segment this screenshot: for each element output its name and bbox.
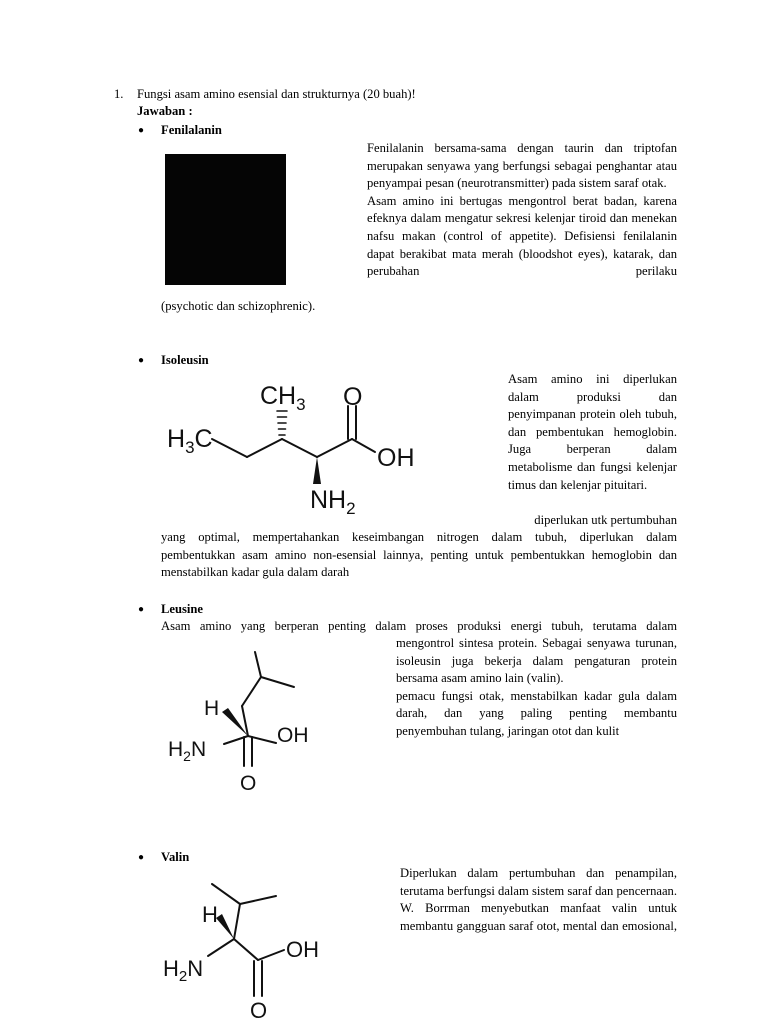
hydroxyl-label: OH: [286, 937, 319, 962]
fenilalanin-para-1: Fenilalanin bersama-sama dengan taurin dan triptofan merupakan senyawa yang berfungsi sebagai penghantar atau penyampai pesan (neurotransmitter) pada sistem saraf otak.: [367, 141, 677, 191]
hydroxyl-label: OH: [277, 724, 309, 747]
valin-para-1: Diperlukan dalam pertumbuhan dan penampilan, terutama berfungsi dalam sistem saraf dan pencernaan. W. Borrman menyebutkan manfaat valin untuk membantu gangguan saraf otot, mental dan emosional,: [400, 866, 677, 933]
h2n-label: $H_2N$: [168, 738, 207, 764]
carbonyl-o-label: O: [240, 772, 257, 795]
isoleusin-para-1: Asam amino ini diperlukan dalam produksi dan penyimpanan protein oleh tubuh, dan pembentukan hemoglobin. Juga berperan dalam metabolisme dan fungsi kelenjar timus dan kelenjar pituitari.: [508, 372, 677, 492]
h3c-label: $H_3C$: [167, 425, 213, 457]
section-title-fenilalanin: Fenilalanin: [161, 123, 222, 137]
fenilalanin-para-2: Asam amino ini bertugas mengontrol berat badan, karena efeknya dalam mengatur sekresi kelenjar tiroid dan menekan nafsu makan (control of appetite). Defisiensi fenilalanin dapat berakibat mata merah (bloodshot eyes), katarak, dan perubahan perilaku: [367, 193, 677, 279]
section-title-valin: Valin: [161, 850, 190, 864]
ch3-label: $CH_3$: [260, 382, 306, 414]
hydroxyl-label: OH: [377, 444, 415, 472]
isoleusin-para-2-head: diperlukan utk pertumbuhan: [534, 513, 677, 527]
amine-label: $NH_2$: [310, 486, 356, 516]
bullet-icon: ●: [138, 125, 145, 136]
leusine-para-1-head: Asam amino yang berperan penting dalam proses produksi energi tubuh, terutama dalam: [161, 619, 677, 633]
section-title-isoleusin: Isoleusin: [161, 353, 209, 367]
fenilalanin-image: [165, 154, 286, 285]
carbonyl-o-label: O: [250, 998, 268, 1023]
valin-structure: [160, 868, 330, 1024]
h2n-label: $H_2N$: [163, 956, 204, 985]
answer-label: Jawaban :: [137, 104, 193, 118]
fenilalanin-para-2-tail: (psychotic dan schizophrenic).: [161, 299, 316, 313]
isoleusin-para-2-body: yang optimal, mempertahankan keseimbangan nitrogen dalam tubuh, diperlukan dalam pembentukkan asam amino non-esensial lainnya, penting untuk pembentukkan hemoglobin dan menstabilkan kadar gula dalam darah: [161, 530, 677, 580]
bullet-icon: ●: [138, 852, 145, 863]
leusine-para-1-body: mengontrol sintesa protein. Sebagai senyawa turunan, isoleusin juga bekerja dalam pengaturan protein bersama asam amino lain (valin).: [396, 636, 677, 686]
fenilalanin-text: [367, 140, 677, 281]
bullet-icon: ●: [138, 355, 145, 366]
leusine-text: [396, 635, 677, 741]
leusine-structure: [160, 640, 320, 800]
h-label: H: [202, 902, 218, 927]
question-text: Fungsi asam amino esensial dan strukturnya (20 buah)!: [137, 87, 416, 101]
carbonyl-o-label: O: [343, 383, 363, 411]
h-label: H: [204, 697, 220, 720]
question-number: 1.: [114, 87, 124, 101]
leusine-para-2: pemacu fungsi otak, menstabilkan kadar gula dalam darah, dan yang paling penting membantu penyembuhan tulang, jaringan otot dan kulit: [396, 688, 677, 738]
isoleusin-structure: [160, 376, 440, 516]
bullet-icon: ●: [138, 604, 145, 615]
section-title-leusine: Leusine: [161, 602, 203, 616]
